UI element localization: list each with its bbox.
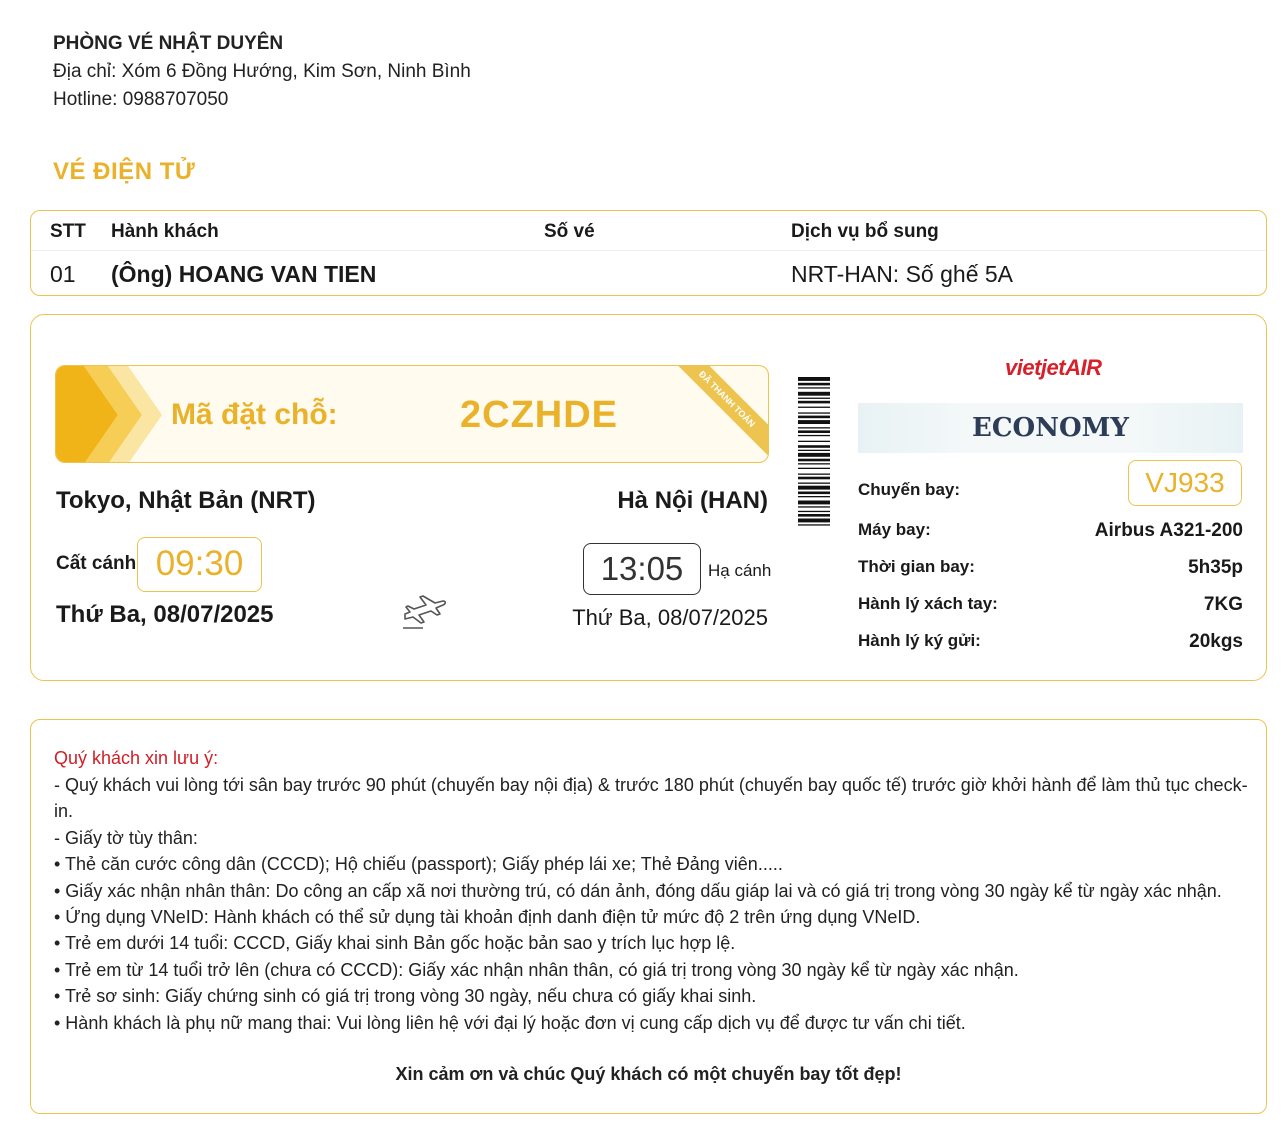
row-stt: 01 [50,261,76,287]
departure-time: 09:30 [137,537,262,592]
agency-hotline: Hotline: 0988707050 [53,89,229,110]
header-services: Dịch vụ bổ sung [791,221,939,242]
page-title: VÉ ĐIỆN TỬ [53,158,196,185]
notes-panel [30,719,1267,1114]
detail-value: 5h35p [1188,557,1243,578]
agency-address: Địa chỉ: Xóm 6 Đồng Hướng, Kim Sơn, Ninh Bình [53,61,471,82]
note-line: - Giấy tờ tùy thân: [54,827,198,848]
note-line: • Hành khách là phụ nữ mang thai: Vui lòng liên hệ với đại lý hoặc đơn vị cung cấp dịch vụ để được tư vấn chi tiết. [54,1012,966,1033]
detail-label: Máy bay: [858,520,931,539]
note-line: • Thẻ căn cước công dân (CCCD); Hộ chiếu (passport); Giấy phép lái xe; Thẻ Đảng viên..... [54,854,783,875]
agency-name: PHÒNG VÉ NHẬT DUYÊN [53,33,284,54]
detail-label: Hành lý xách tay: [858,594,998,613]
arrival-date: Thứ Ba, 08/07/2025 [572,605,768,630]
flight-number: VJ933 [1128,460,1242,506]
arrival-label: Hạ cánh [708,561,772,580]
note-line: • Trẻ sơ sinh: Giấy chứng sinh có giá trị trong vòng 30 ngày, nếu chưa có giấy khai sinh. [54,986,757,1007]
detail-label: Chuyến bay: [858,480,961,499]
airline-logo: vietjetAIR [1005,355,1102,380]
header-passenger: Hành khách [111,221,219,242]
barcode [798,377,830,622]
detail-value: Airbus A321-200 [1094,520,1243,541]
detail-value: 7KG [1203,594,1243,615]
cabin-class-band [858,403,1243,453]
notes-list [54,772,1249,1036]
notes-footer: Xin cảm ơn và chúc Quý khách có một chuyến bay tốt đẹp! [395,1064,902,1084]
row-passenger-name: (Ông) HOANG VAN TIEN [111,261,377,287]
arrival-time: 13:05 [583,543,701,595]
table-row [31,257,1266,289]
notes-title: Quý khách xin lưu ý: [54,748,219,768]
booking-code-banner [55,365,769,463]
note-line: • Giấy xác nhận nhân thân: Do công an cấp xã nơi thường trú, có dán ảnh, đóng dấu giáp lai và có giá trị trong vòng 30 ngày kể từ ngày xác nhận. [54,880,1222,901]
note-line: • Trẻ em từ 14 tuổi trở lên (chưa có CCCD): Giấy xác nhận nhân thân, có giá trị trong vòng 30 ngày kể từ ngày xác nhận. [54,959,1019,980]
paid-ribbon: ĐÃ THANH TOÁN [666,365,769,460]
booking-code: 2CZHDE [460,394,619,436]
departure-label: Cất cánh [56,553,137,574]
detail-label: Thời gian bay: [858,557,975,576]
airplane-takeoff-icon [401,593,447,631]
chevron-arrows-icon [56,366,176,463]
passenger-table-header [31,217,1266,251]
passenger-table [30,210,1267,296]
header-ticket-number: Số vé [544,221,595,242]
detail-label: Hành lý ký gửi: [858,631,981,650]
row-services: NRT-HAN: Số ghế 5A [791,261,1014,287]
cabin-class: ECONOMY [972,413,1129,443]
header-stt: STT [50,221,86,242]
note-line: - Quý khách vui lòng tới sân bay trước 90 phút (chuyến bay nội địa) & trước 180 phút (chuyến bay quốc tế) trước giờ khởi hành để làm thủ tục check-in. [54,775,1248,822]
agency-info [53,30,471,114]
flight-card [30,314,1267,681]
arrival-city: Hà Nội (HAN) [617,487,768,514]
detail-value: 20kgs [1189,631,1243,652]
departure-city: Tokyo, Nhật Bản (NRT) [56,487,316,514]
note-line: • Trẻ em dưới 14 tuổi: CCCD, Giấy khai sinh Bản gốc hoặc bản sao y trích lục hợp lệ. [54,933,736,954]
departure-date: Thứ Ba, 08/07/2025 [56,601,274,628]
booking-code-label: Mã đặt chỗ: [171,398,338,431]
note-line: • Ứng dụng VNeID: Hành khách có thể sử dụng tài khoản định danh điện tử mức độ 2 trên ứng dụng VNeID. [54,907,921,928]
